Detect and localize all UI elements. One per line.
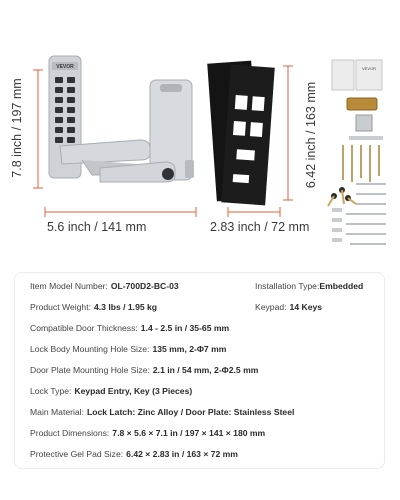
spec-keypad: Keypad: 14 Keys	[255, 302, 323, 312]
width-dimension-right: 2.83 inch / 72 mm	[210, 220, 310, 234]
height-dimension-right: 6.42 inch / 163 mm	[304, 81, 318, 189]
spec-material: Main Material: Lock Latch: Zinc Alloy / Door Plate: Stainless Steel	[30, 407, 295, 417]
spec-door-thickness: Compatible Door Thickness: 1.4 - 2.5 in / 35-65 mm	[30, 323, 230, 333]
height-dimension-left: 7.8 inch / 197 mm	[10, 78, 24, 178]
spec-weight: Product Weight: 4.3 lbs / 1.95 kg	[30, 302, 158, 312]
spec-lock-body-hole: Lock Body Mounting Hole Size: 135 mm, 2-Φ7 mm	[30, 344, 227, 354]
keypad-lock	[49, 56, 150, 178]
specifications-panel	[15, 273, 384, 468]
svg-text:VEVOR: VEVOR	[56, 64, 74, 70]
spec-model: Item Model Number: OL-700D2-BC-03	[30, 281, 179, 291]
gel-pads	[207, 61, 275, 206]
spec-lock-type: Lock Type: Keypad Entry, Key (3 Pieces)	[30, 386, 193, 396]
accessories	[328, 60, 386, 244]
svg-text:VEVOR: VEVOR	[361, 66, 377, 71]
spec-gel-pad-size: Protective Gel Pad Size: 6.42 × 2.83 in / 163 × 72 mm	[30, 449, 238, 459]
spec-installation: Installation Type:Embedded	[255, 281, 364, 291]
width-dimension-left: 5.6 inch / 141 mm	[47, 220, 147, 234]
spec-door-plate-hole: Door Plate Mounting Hole Size: 2.1 in / 54 mm, 2-Φ2.5 mm	[30, 365, 259, 375]
spec-product-dimensions: Product Dimensions: 7.8 × 5.6 × 7.1 in / 197 × 141 × 180 mm	[30, 428, 266, 438]
back-plate	[100, 80, 194, 182]
